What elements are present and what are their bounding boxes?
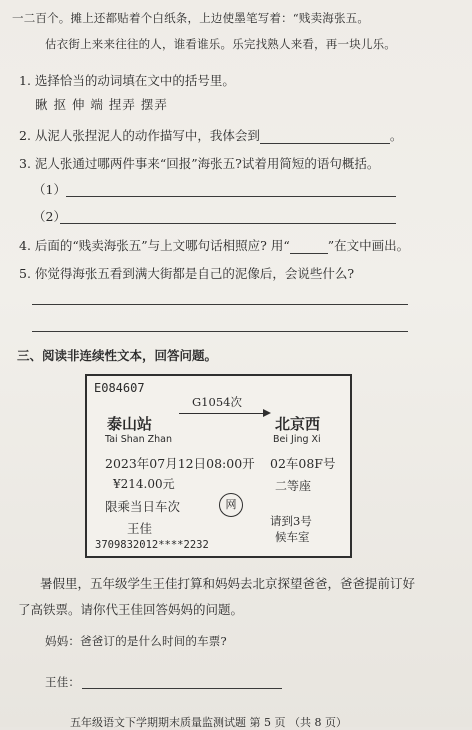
page-footer: 五年级语文下学期期末质量监测试题 第 5 页 （共 8 页） xyxy=(70,716,347,729)
question-2 xyxy=(19,126,402,144)
wang-answer-label: 王佳： xyxy=(45,675,81,689)
question-5-blank-2[interactable] xyxy=(32,331,408,332)
ticket-id-number: 3709832012****2232 xyxy=(95,539,209,551)
ticket-datetime: 2023年07月12日08:00开 xyxy=(105,456,255,471)
ticket-price: ¥214.00元 xyxy=(113,477,175,491)
question-3-item-1-label: （1） xyxy=(33,182,66,197)
question-4 xyxy=(19,236,409,254)
question-4-mark-blank[interactable] xyxy=(290,253,328,254)
ticket-seat-class: 二等座 xyxy=(275,479,312,493)
ticket-code: E084607 xyxy=(94,381,145,395)
question-5-blank-1[interactable] xyxy=(32,304,408,305)
story-line-2: 了高铁票。请你代王佳回答妈妈的问题。 xyxy=(18,602,244,617)
direction-arrow-icon xyxy=(179,413,269,414)
question-4-text-a: 4. 后面的“贱卖海张五”与上文哪句话相照应? 用“ xyxy=(19,238,290,253)
question-1-options: 瞅 抠 伸 端 捏弄 摆弄 xyxy=(35,97,168,112)
question-2-text: 2. 从泥人张捏泥人的动作描写中，我体会到 xyxy=(19,128,260,143)
ticket-gate-line-2: 候车室 xyxy=(275,530,310,544)
online-stamp-icon: 网 xyxy=(219,493,243,517)
question-3: 3. 泥人张通过哪两件事来“回报”海张五?试着用简短的语句概括。 xyxy=(19,156,380,171)
ticket-train-number: G1054次 xyxy=(192,395,242,409)
ticket-destination: 北京西 xyxy=(275,415,321,433)
question-5: 5. 你觉得海张五看到满大街都是自己的泥像后，会说些什么? xyxy=(19,266,355,281)
question-3-item-2-label: （2） xyxy=(33,209,66,224)
ticket-destination-pinyin: Bei Jing Xi xyxy=(273,434,321,445)
wang-answer-blank[interactable] xyxy=(82,688,282,689)
section-3-heading: 三、阅读非连续性文本，回答问题。 xyxy=(17,348,218,363)
ticket-origin: 泰山站 xyxy=(107,415,153,433)
story-line-1: 暑假里，五年级学生王佳打算和妈妈去北京探望爸爸，爸爸提前订好 xyxy=(40,576,416,591)
mom-question: 妈妈：爸爸订的是什么时间的车票? xyxy=(45,634,227,648)
question-3-item-2-blank[interactable] xyxy=(60,223,396,224)
ticket-seat: 02车08F号 xyxy=(270,456,336,471)
passage-line-1: 一二百个。摊上还都贴着个白纸条，上边使墨笔写着：“贱卖海张五。 xyxy=(12,11,370,25)
passage-line-2: 估衣街上来来往往的人，谁看谁乐。乐完找熟人来看，再一块儿乐。 xyxy=(45,37,396,51)
question-1: 1. 选择恰当的动词填在文中的括号里。 xyxy=(19,73,235,88)
ticket-origin-pinyin: Tai Shan Zhan xyxy=(105,434,172,445)
ticket-limit-note: 限乘当日车次 xyxy=(105,499,181,514)
question-3-item-1-blank[interactable] xyxy=(66,196,396,197)
question-2-answer-blank[interactable] xyxy=(260,143,390,144)
question-4-text-b: ”在文中画出。 xyxy=(327,238,410,253)
train-ticket xyxy=(85,374,352,558)
ticket-passenger-name: 王佳 xyxy=(127,521,153,536)
question-2-end: 。 xyxy=(389,128,403,143)
ticket-gate-line-1: 请到3号 xyxy=(270,514,312,528)
